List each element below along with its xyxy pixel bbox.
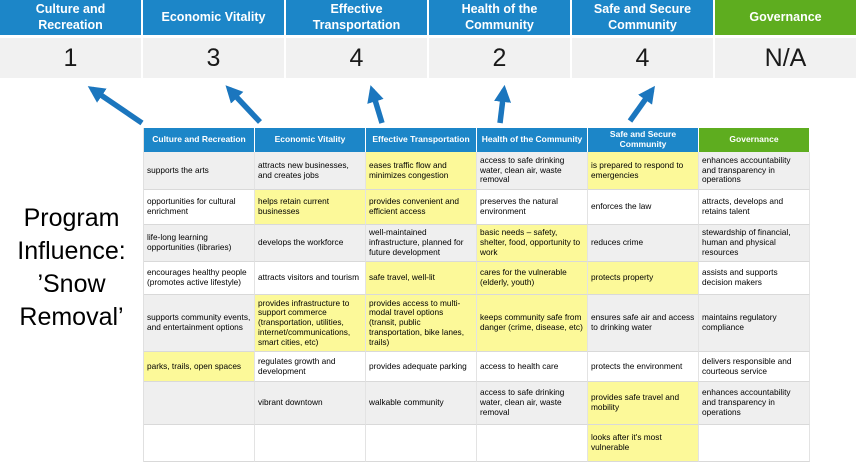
matrix-cell: attracts visitors and tourism: [255, 262, 366, 295]
matrix-header: Effective Transportation: [366, 128, 477, 152]
matrix-cell: basic needs – safety, shelter, food, opportunity to work: [477, 225, 588, 262]
matrix-cell: attracts, develops and retains talent: [699, 190, 810, 225]
matrix-cell: assists and supports decision makers: [699, 262, 810, 295]
matrix-cell: delivers responsible and courteous service: [699, 352, 810, 382]
matrix-cell: [699, 425, 810, 462]
matrix-cell: provides safe travel and mobility: [588, 382, 699, 425]
score-economic-vitality: 3: [143, 38, 284, 78]
up-arrow-icon: [372, 90, 382, 123]
matrix-cell: develops the workforce: [255, 225, 366, 262]
matrix-cell: enforces the law: [588, 190, 699, 225]
matrix-cell: protects the environment: [588, 352, 699, 382]
matrix-cell: protects property: [588, 262, 699, 295]
matrix-cell: attracts new businesses, and creates jobs: [255, 152, 366, 190]
banner-economic-vitality: Economic Vitality: [143, 0, 284, 35]
up-arrow-icon: [229, 89, 260, 122]
banner-health-community: Health of the Community: [429, 0, 570, 35]
score-culture-recreation: 1: [0, 38, 141, 78]
matrix-cell: life-long learning opportunities (libraries): [144, 225, 255, 262]
matrix-cell: enhances accountability and transparency in operations: [699, 152, 810, 190]
matrix-cell: supports community events, and entertainment options: [144, 295, 255, 352]
matrix-cell: [144, 382, 255, 425]
matrix-cell: safe travel, well-lit: [366, 262, 477, 295]
matrix-header: Safe and Secure Community: [588, 128, 699, 152]
page-title: Program Influence: ’Snow Removal’: [17, 204, 126, 331]
matrix-cell: access to health care: [477, 352, 588, 382]
matrix-cell: walkable community: [366, 382, 477, 425]
matrix-cell: preserves the natural environment: [477, 190, 588, 225]
matrix-cell: access to safe drinking water, clean air, waste removal: [477, 152, 588, 190]
matrix-cell: supports the arts: [144, 152, 255, 190]
matrix-cell: well-maintained infrastructure, planned for future development: [366, 225, 477, 262]
score-row: [0, 38, 856, 78]
matrix-cell: provides convenient and efficient access: [366, 190, 477, 225]
matrix-cell: looks after it's most vulnerable: [588, 425, 699, 462]
matrix-cell: opportunities for cultural enrichment: [144, 190, 255, 225]
matrix-cell: maintains regulatory compliance: [699, 295, 810, 352]
matrix-cell: is prepared to respond to emergencies: [588, 152, 699, 190]
matrix-cell: [144, 425, 255, 462]
banner-effective-transportation: Effective Transportation: [286, 0, 427, 35]
matrix-cell: regulates growth and development: [255, 352, 366, 382]
matrix-cell: keeps community safe from danger (crime, disease, etc): [477, 295, 588, 352]
score-health-community: 2: [429, 38, 570, 78]
score-safe-secure-community: 4: [572, 38, 713, 78]
matrix-cell: eases traffic flow and minimizes congestion: [366, 152, 477, 190]
matrix-cell: reduces crime: [588, 225, 699, 262]
score-arrows: [0, 76, 859, 132]
matrix-cell: [366, 425, 477, 462]
matrix-cell: access to safe drinking water, clean air, waste removal: [477, 382, 588, 425]
matrix-header: Governance: [699, 128, 810, 152]
matrix-cell: enhances accountability and transparency in operations: [699, 382, 810, 425]
priority-banner: [0, 0, 856, 35]
matrix-cell: provides adequate parking: [366, 352, 477, 382]
up-arrow-icon: [92, 89, 142, 123]
matrix-cell: provides infrastructure to support commerce (transportation, utilities, internet/communications, smart cities, etc): [255, 295, 366, 352]
matrix-cell: ensures safe air and access to drinking water: [588, 295, 699, 352]
matrix-header: Economic Vitality: [255, 128, 366, 152]
score-governance: N/A: [715, 38, 856, 78]
matrix-cell: [477, 425, 588, 462]
matrix-cell: stewardship of financial, human and physical resources: [699, 225, 810, 262]
matrix-cell: vibrant downtown: [255, 382, 366, 425]
matrix-header: Health of the Community: [477, 128, 588, 152]
influence-matrix: [143, 128, 810, 462]
up-arrow-icon: [630, 90, 652, 121]
banner-culture-recreation: Culture and Recreation: [0, 0, 141, 35]
banner-governance: Governance: [715, 0, 856, 35]
matrix-cell: helps retain current businesses: [255, 190, 366, 225]
score-effective-transportation: 4: [286, 38, 427, 78]
matrix-cell: parks, trails, open spaces: [144, 352, 255, 382]
matrix-cell: provides access to multi-modal travel options (transit, public transportation, bike lanes, trails): [366, 295, 477, 352]
matrix-cell: encourages healthy people (promotes active lifestyle): [144, 262, 255, 295]
matrix-header: Culture and Recreation: [144, 128, 255, 152]
up-arrow-icon: [500, 90, 504, 123]
banner-safe-secure-community: Safe and Secure Community: [572, 0, 713, 35]
matrix-cell: cares for the vulnerable (elderly, youth): [477, 262, 588, 295]
matrix-cell: [255, 425, 366, 462]
